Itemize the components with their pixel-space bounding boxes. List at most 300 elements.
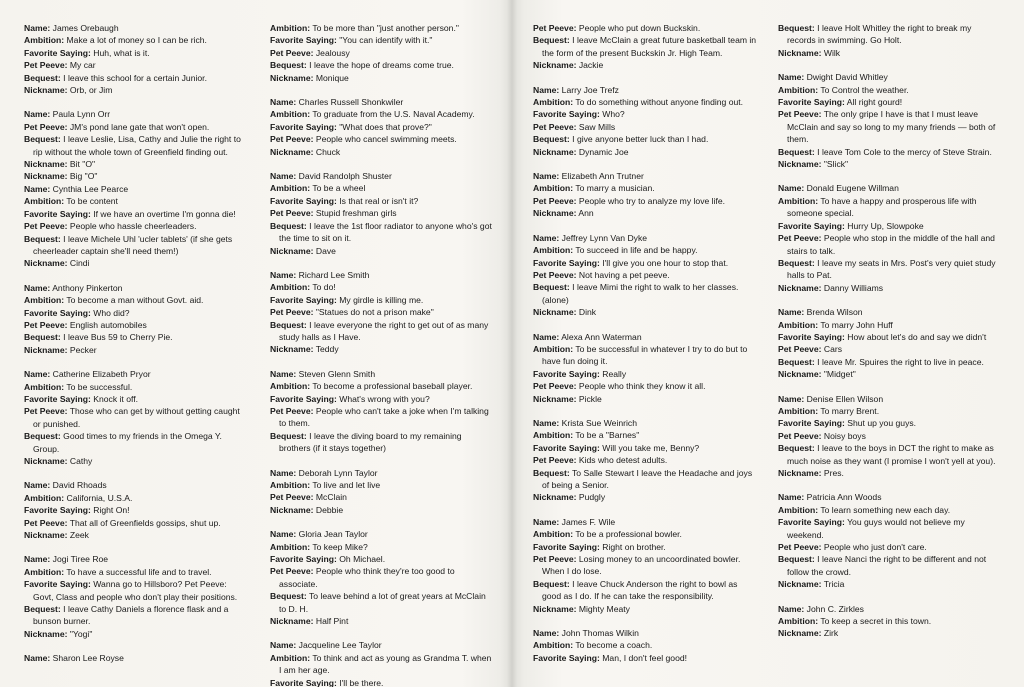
entry-field (270, 294, 494, 306)
field-value: Pecker (69, 344, 97, 355)
field-label: Pet Peeve: (270, 566, 314, 577)
field-value: People who just don't care. (823, 542, 927, 553)
entry-field (533, 331, 757, 343)
entry-field (24, 517, 246, 529)
entry-field (270, 565, 494, 590)
field-value: Cars (823, 344, 843, 355)
field-label: Name: (270, 97, 297, 108)
entry-field (24, 195, 246, 207)
field-label: Bequest: (778, 146, 815, 157)
entry-field (270, 207, 494, 219)
senior-entry (24, 368, 246, 467)
field-label: Pet Peeve: (533, 195, 577, 206)
field-value: Zirk (823, 628, 839, 639)
field-value: That all of Greenfields gossips, shut up. (69, 517, 221, 528)
field-label: Ambition: (533, 245, 574, 256)
entry-field (778, 195, 1002, 220)
field-value: English automobiles (69, 319, 147, 330)
field-label: Favorite Saying: (778, 418, 845, 429)
field-label: Name: (24, 369, 51, 380)
senior-entry (270, 639, 494, 687)
field-label: Name: (24, 480, 51, 491)
entry-field (24, 158, 246, 170)
field-value: Jackie (578, 60, 604, 71)
senior-entry (270, 269, 494, 356)
field-value: To become a professional baseball player. (312, 381, 473, 392)
field-value: To be content (66, 196, 118, 207)
entry-field (24, 84, 246, 96)
field-label: Ambition: (270, 109, 311, 120)
field-value: To be successful in whatever I try to do but to have fun doing it. (542, 343, 748, 367)
field-value: Man, I don't feel good! (602, 652, 688, 663)
field-label: Nickname: (24, 159, 68, 170)
page-gutter (500, 0, 524, 687)
entry-field (778, 108, 1002, 145)
senior-entry (24, 652, 246, 664)
field-label: Bequest: (778, 257, 815, 268)
entry-field (533, 244, 757, 256)
entry-field (24, 34, 246, 46)
field-value: Who did? (93, 307, 130, 318)
field-label: Pet Peeve: (533, 269, 577, 280)
field-value: You guys would not believe my weekend. (787, 517, 965, 540)
entry-field (533, 627, 757, 639)
field-label: Ambition: (533, 97, 574, 108)
entry-field (778, 306, 1002, 318)
column-1 (24, 22, 246, 677)
field-label: Pet Peeve: (24, 517, 68, 528)
column-2 (270, 22, 494, 687)
field-label: Bequest: (778, 554, 815, 565)
field-value: I leave Nanci the right to be different and not follow the crowd. (787, 554, 987, 577)
senior-entry (24, 553, 246, 640)
entry-field (270, 479, 494, 491)
entry-field (24, 504, 246, 516)
entry-field (270, 245, 494, 257)
entry-field (778, 541, 1002, 553)
field-value: Mighty Meaty (578, 603, 630, 614)
senior-entry (533, 417, 757, 504)
field-label: Nickname: (778, 47, 822, 58)
field-label: Bequest: (778, 23, 815, 33)
field-label: Nickname: (533, 146, 577, 157)
field-value: I leave to the boys in DCT the right to make as much noise as they want (I promise I won't yell at you). (787, 443, 996, 466)
field-value: People who think they're too good to associate. (279, 566, 455, 589)
entry-field (270, 133, 494, 145)
field-value: The only gripe I have is that I must leave McClain and say so long to my many friends — both of them. (787, 109, 996, 145)
entry-field (270, 368, 494, 380)
field-value: To be a professional bowler. (575, 529, 682, 540)
field-value: Orb, or Jim (69, 85, 113, 96)
field-label: Favorite Saying: (533, 541, 600, 552)
field-label: Name: (24, 653, 51, 664)
field-label: Name: (270, 529, 297, 540)
entry-field (24, 108, 246, 120)
field-value: John C. Zirkles (806, 603, 864, 614)
field-value: "Midget" (823, 369, 856, 380)
field-value: People who put down Buckskin. (578, 23, 701, 33)
entry-field (270, 590, 494, 615)
entry-field (778, 553, 1002, 578)
entry-field (533, 429, 757, 441)
entry-field (533, 146, 757, 158)
field-value: Tricia (823, 579, 845, 590)
field-value: Larry Joe Trefz (561, 84, 619, 95)
entry-field (778, 331, 1002, 343)
field-label: Name: (270, 269, 297, 280)
entry-field (533, 59, 757, 71)
entry-field (533, 170, 757, 182)
field-label: Favorite Saying: (533, 368, 600, 379)
field-value: James F. Wile (561, 516, 616, 527)
entry-field (24, 479, 246, 491)
field-label: Pet Peeve: (24, 319, 68, 330)
field-value: Gloria Jean Taylor (298, 529, 368, 540)
entry-field (270, 639, 494, 651)
field-value: I leave McClain a great future basketball team in the form of the present Buckskin Jr. High Team. (542, 35, 757, 58)
senior-entry (24, 479, 246, 541)
field-label: Favorite Saying: (533, 109, 600, 120)
field-value: Patricia Ann Woods (806, 492, 882, 503)
field-label: Favorite Saying: (24, 505, 91, 516)
entry-field (24, 628, 246, 640)
field-label: Favorite Saying: (270, 393, 337, 404)
entry-field (533, 22, 757, 34)
field-label: Name: (24, 109, 51, 120)
senior-entry (778, 393, 1002, 480)
field-label: Nickname: (778, 369, 822, 380)
senior-entry (533, 516, 757, 615)
entry-field (778, 368, 1002, 380)
field-value: Deborah Lynn Taylor (298, 467, 378, 478)
field-label: Pet Peeve: (270, 47, 314, 58)
entry-field (533, 639, 757, 651)
entry-field (270, 34, 494, 46)
entry-field (270, 380, 494, 392)
field-label: Ambition: (270, 282, 311, 293)
entry-field (270, 652, 494, 677)
entry-field (24, 282, 246, 294)
field-value: "Slick" (823, 159, 849, 170)
field-label: Nickname: (270, 245, 314, 256)
field-label: Ambition: (533, 343, 574, 354)
field-label: Ambition: (24, 381, 65, 392)
field-value: I'll be there. (339, 677, 384, 687)
field-value: I leave Leslie, Lisa, Cathy and Julie the right to rip without the whole town of Greenfield finding out. (33, 134, 241, 157)
entry-field (533, 368, 757, 380)
field-label: Favorite Saying: (24, 208, 91, 219)
field-value: I leave Tom Cole to the mercy of Steve Strain. (817, 146, 992, 157)
entry-field (270, 541, 494, 553)
field-value: JM's pond lane gate that won't open. (69, 121, 210, 132)
entry-field (533, 603, 757, 615)
field-value: Wanna go to Hillsboro? Pet Peeve: Govt, Class and people who don't play their positions. (33, 579, 238, 602)
field-value: McClain (315, 492, 347, 503)
entry-field (778, 282, 1002, 294)
entry-field (533, 516, 757, 528)
entry-field (270, 108, 494, 120)
entry-field (270, 504, 494, 516)
field-value: People who cancel swimming meets. (315, 134, 457, 145)
field-label: Nickname: (270, 344, 314, 355)
field-label: Ambition: (778, 616, 819, 627)
field-value: "Yogi" (69, 628, 93, 639)
entry-field (533, 553, 757, 578)
entry-field (24, 47, 246, 59)
entry-field (24, 344, 246, 356)
entry-field (270, 491, 494, 503)
field-value: Cynthia Lee Pearce (52, 183, 129, 194)
field-label: Bequest: (533, 282, 570, 293)
entry-field (270, 430, 494, 455)
field-label: Bequest: (24, 134, 61, 145)
entry-field (778, 22, 1002, 47)
field-value: All right gourd! (846, 97, 903, 108)
field-value: I leave Mr. Spuires the right to live in peace. (817, 356, 984, 367)
field-value: To learn something new each day. (820, 504, 951, 515)
field-label: Name: (533, 417, 560, 428)
field-value: Steven Glenn Smith (298, 368, 376, 379)
field-label: Pet Peeve: (533, 121, 577, 132)
field-label: Favorite Saying: (270, 677, 337, 687)
field-value: Charles Russell Shonkwiler (298, 97, 404, 108)
field-value: Denise Ellen Wilson (806, 393, 884, 404)
field-label: Ambition: (24, 35, 65, 46)
field-value: To succeed in life and be happy. (575, 245, 698, 256)
field-value: Losing money to an uncoordinated bowler. When I do lose. (542, 554, 741, 577)
field-value: Half Pint (315, 616, 349, 627)
field-value: To do! (312, 282, 336, 293)
entry-field (778, 627, 1002, 639)
field-label: Favorite Saying: (270, 121, 337, 132)
entry-field (778, 232, 1002, 257)
field-value: To graduate from the U.S. Naval Academy. (312, 109, 475, 120)
field-label: Nickname: (533, 307, 577, 318)
field-value: "Statues do not a prison make" (315, 307, 434, 318)
entry-field (778, 393, 1002, 405)
field-label: Pet Peeve: (778, 233, 822, 244)
field-label: Ambition: (533, 183, 574, 194)
field-label: Favorite Saying: (270, 554, 337, 565)
field-label: Pet Peeve: (533, 23, 577, 33)
entry-field (270, 59, 494, 71)
entry-field (778, 603, 1002, 615)
field-label: Bequest: (270, 60, 307, 71)
field-label: Name: (533, 171, 560, 182)
senior-entry (533, 84, 757, 158)
entry-field (778, 146, 1002, 158)
field-label: Favorite Saying: (270, 35, 337, 46)
entry-field (778, 615, 1002, 627)
field-label: Nickname: (778, 579, 822, 590)
field-value: Knock it off. (93, 393, 138, 404)
field-value: Richard Lee Smith (298, 269, 370, 280)
entry-field (24, 183, 246, 195)
field-value: To think and act as young as Grandma T. when I am her age. (279, 652, 492, 676)
field-label: Pet Peeve: (778, 344, 822, 355)
field-label: Favorite Saying: (533, 257, 600, 268)
entry-field (24, 566, 246, 578)
field-label: Pet Peeve: (24, 221, 68, 232)
field-value: Bit "O" (69, 159, 96, 170)
field-value: Really (602, 368, 627, 379)
entry-field (270, 281, 494, 293)
field-label: Bequest: (270, 591, 307, 602)
field-label: Bequest: (270, 430, 307, 441)
field-label: Nickname: (270, 72, 314, 83)
field-value: Who? (602, 109, 625, 120)
field-value: To be more than "just another person." (312, 23, 459, 33)
entry-field (778, 71, 1002, 83)
field-value: Alexa Ann Waterman (561, 331, 642, 342)
entry-field (533, 84, 757, 96)
field-label: Nickname: (270, 504, 314, 515)
field-value: To do something without anyone finding out. (575, 97, 744, 108)
field-value: To be a wheel (312, 183, 366, 194)
field-value: David Rhoads (52, 480, 107, 491)
senior-entry (778, 22, 1002, 59)
field-value: Dink (578, 307, 597, 318)
field-value: Anthony Pinkerton (52, 282, 123, 293)
field-value: To become a man without Govt. aid. (66, 295, 204, 306)
field-value: Make a lot of money so I can be rich. (66, 35, 207, 46)
field-label: Nickname: (24, 628, 68, 639)
field-value: I leave Mimi the right to walk to her classes. (alone) (542, 282, 739, 305)
field-label: Bequest: (533, 578, 570, 589)
field-label: Bequest: (24, 233, 61, 244)
field-label: Pet Peeve: (24, 60, 68, 71)
field-value: I leave Chuck Anderson the right to bowl as good as I do. If he can take the responsibility. (542, 578, 738, 602)
field-value: California, U.S.A. (66, 492, 133, 503)
entry-field (533, 121, 757, 133)
field-value: People who can't take a joke when I'm talking to them. (279, 405, 489, 429)
field-value: To live and let live (312, 480, 381, 490)
entry-field (533, 652, 757, 664)
entry-field (24, 307, 246, 319)
field-label: Ambition: (778, 504, 819, 515)
field-label: Name: (778, 603, 805, 614)
field-value: Huh, what is it. (93, 47, 150, 58)
field-value: How about let's do and say we didn't (847, 331, 987, 342)
entry-field (24, 331, 246, 343)
senior-entry (533, 331, 757, 405)
entry-field (778, 257, 1002, 282)
field-label: Pet Peeve: (270, 405, 314, 416)
field-value: Will you take me, Benny? (602, 442, 700, 453)
field-value: Those who can get by without getting caught or punished. (33, 406, 240, 429)
field-value: To keep Mike? (312, 541, 368, 552)
field-label: Name: (24, 554, 51, 565)
field-label: Favorite Saying: (533, 442, 600, 453)
entry-field (533, 257, 757, 269)
field-value: Hurry Up, Slowpoke (847, 220, 924, 231)
entry-field (24, 529, 246, 541)
entry-field (24, 220, 246, 232)
field-label: Nickname: (24, 258, 68, 269)
entry-field (24, 393, 246, 405)
senior-entry (270, 528, 494, 627)
field-label: Pet Peeve: (533, 455, 577, 466)
field-label: Bequest: (533, 134, 570, 145)
field-value: Dwight David Whitley (806, 72, 888, 83)
field-value: My car (69, 60, 96, 71)
senior-entry (270, 22, 494, 84)
field-value: To be a "Barnes" (575, 430, 640, 441)
field-value: Donald Eugene Willman (806, 183, 899, 194)
field-label: Pet Peeve: (778, 109, 822, 120)
field-value: Wilk (823, 47, 841, 58)
senior-entry (270, 368, 494, 455)
field-value: David Randolph Shuster (298, 171, 392, 182)
field-value: Kids who detest adults. (578, 455, 668, 466)
field-label: Nickname: (270, 146, 314, 157)
field-label: Ambition: (778, 319, 819, 330)
field-label: Name: (24, 183, 51, 194)
entry-field (270, 220, 494, 245)
entry-field (270, 72, 494, 84)
field-value: Stupid freshman girls (315, 208, 397, 219)
entry-field (270, 467, 494, 479)
field-label: Ambition: (778, 195, 819, 206)
field-value: I leave the hope of dreams come true. (309, 60, 454, 71)
field-label: Nickname: (270, 616, 314, 627)
field-value: Cathy (69, 456, 93, 466)
entry-field (533, 133, 757, 145)
entry-field (24, 22, 246, 34)
entry-field (778, 417, 1002, 429)
entry-field (24, 72, 246, 84)
entry-field (270, 182, 494, 194)
entry-field (24, 492, 246, 504)
entry-field (533, 108, 757, 120)
entry-field (24, 405, 246, 430)
field-value: I leave the 1st floor radiator to anyone who's got the time to sit on it. (279, 220, 492, 244)
field-label: Ambition: (270, 480, 311, 490)
field-label: Bequest: (778, 356, 815, 367)
entry-field (270, 170, 494, 182)
field-label: Name: (533, 628, 560, 639)
senior-entry (778, 603, 1002, 640)
field-label: Pet Peeve: (270, 307, 314, 318)
field-label: Name: (270, 640, 297, 651)
field-value: Paula Lynn Orr (52, 109, 111, 120)
field-value: Elizabeth Ann Trutner (561, 171, 644, 182)
field-label: Nickname: (24, 530, 68, 541)
entry-field (24, 430, 246, 455)
field-label: Nickname: (24, 171, 68, 182)
entry-field (24, 578, 246, 603)
field-value: I leave this school for a certain Junior. (63, 72, 207, 83)
entry-field (778, 442, 1002, 467)
field-label: Pet Peeve: (24, 406, 68, 417)
field-value: Zeek (69, 530, 89, 541)
field-label: Favorite Saying: (24, 47, 91, 58)
entry-field (270, 22, 494, 34)
entry-field (778, 84, 1002, 96)
field-label: Favorite Saying: (533, 652, 600, 663)
field-value: People who stop in the middle of the hall and stairs to talk. (787, 233, 995, 256)
field-label: Name: (533, 516, 560, 527)
field-value: Chuck (315, 146, 341, 157)
entry-field (24, 121, 246, 133)
entry-field (24, 133, 246, 158)
field-label: Nickname: (533, 208, 577, 219)
entry-field (24, 170, 246, 182)
field-label: Name: (270, 368, 297, 379)
field-label: Pet Peeve: (778, 430, 822, 441)
field-label: Favorite Saying: (24, 307, 91, 318)
field-label: Pet Peeve: (24, 121, 68, 132)
